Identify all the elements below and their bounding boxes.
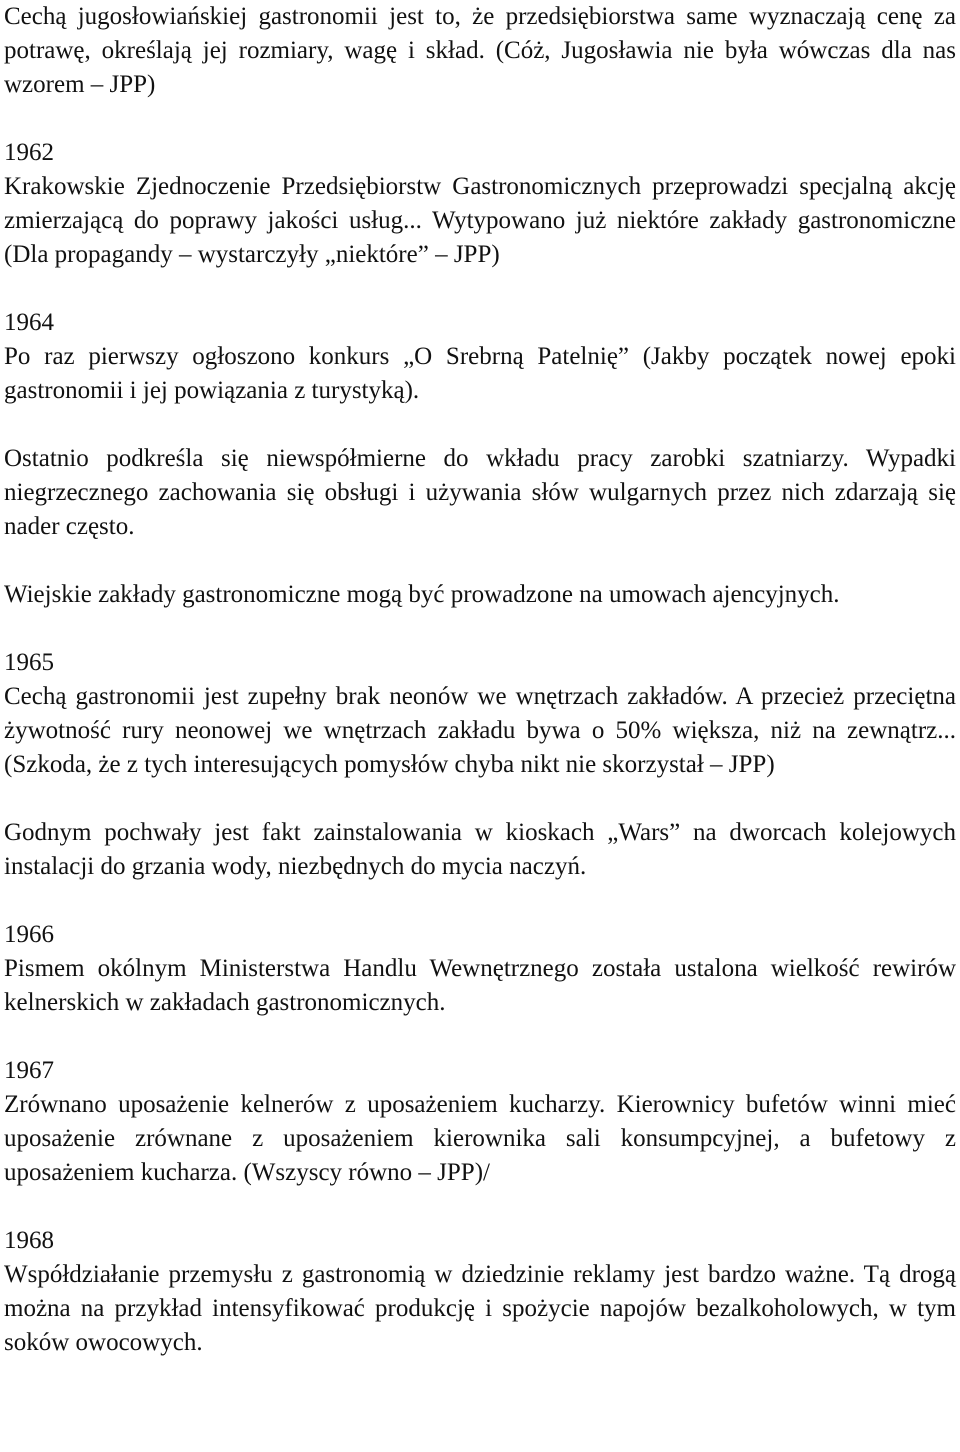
paragraph-1964: Po raz pierwszy ogłoszono konkurs „O Srebrną Patelnię” (Jakby początek nowej epoki gastronomii i jej powiązania z turystyką).: [4, 343, 956, 404]
paragraph-wars: Godnym pochwały jest fakt zainstalowania w kioskach „Wars” na dworcach kolejowych instalacji do grzania wody, niezbędnych do mycia naczyń.: [4, 819, 956, 880]
year-heading-1965: 1965: [4, 649, 54, 676]
paragraph-1962: Krakowskie Zjednoczenie Przedsiębiorstw Gastronomicznych przeprowadzi specjalną akcję zmierzającą do poprawy jakości usług... Wytypowano już niektóre zakłady gastronomiczne (Dla propagandy – wystarczyły „niektóre” – JPP): [4, 173, 956, 268]
year-heading-1967: 1967: [4, 1057, 54, 1084]
paragraph-1967: Zrównano uposażenie kelnerów z uposażeniem kucharzy. Kierownicy bufetów winni mieć uposażenie zrównane z uposażeniem kierownika sali konsumpcyjnej, a bufetowy z uposażeniem kucharza. (Wszyscy równo – JPP)/: [4, 1091, 956, 1186]
paragraph-1966: Pismem okólnym Ministerstwa Handlu Wewnętrznego została ustalona wielkość rewirów kelnerskich w zakładach gastronomicznych.: [4, 955, 956, 1016]
paragraph-intro: Cechą jugosłowiańskiej gastronomii jest to, że przedsiębiorstwa same wyznaczają cenę za potrawę, określają jej rozmiary, wagę i skład. (Cóż, Jugosławia nie była wówczas dla nas wzorem – JPP): [4, 3, 956, 98]
paragraph-1965: Cechą gastronomii jest zupełny brak neonów we wnętrzach zakładów. A przecież przeciętna żywotność rury neonowej we wnętrzach zakładu bywa o 50% większa, niż na zewnątrz... (Szkoda, że z tych interesujących pomysłów chyba nikt nie skorzystał – JPP): [4, 683, 956, 778]
paragraph-wiejskie: Wiejskie zakłady gastronomiczne mogą być prowadzone na umowach ajencyjnych.: [4, 581, 840, 608]
paragraph-1968: Współdziałanie przemysłu z gastronomią w dziedzinie reklamy jest bardzo ważne. Tą drogą można na przykład intensyfikować produkcję i spożycie napojów bezalkoholowych, w tym soków owocowych.: [4, 1261, 956, 1356]
year-heading-1962: 1962: [4, 139, 54, 166]
paragraph-szatniarze: Ostatnio podkreśla się niewspółmierne do wkładu pracy zarobki szatniarzy. Wypadki niegrzecznego zachowania się obsługi i używania słów wulgarnych przez nich zdarzają się nader często.: [4, 445, 956, 540]
year-heading-1964: 1964: [4, 309, 54, 336]
year-heading-1968: 1968: [4, 1227, 54, 1254]
year-heading-1966: 1966: [4, 921, 54, 948]
